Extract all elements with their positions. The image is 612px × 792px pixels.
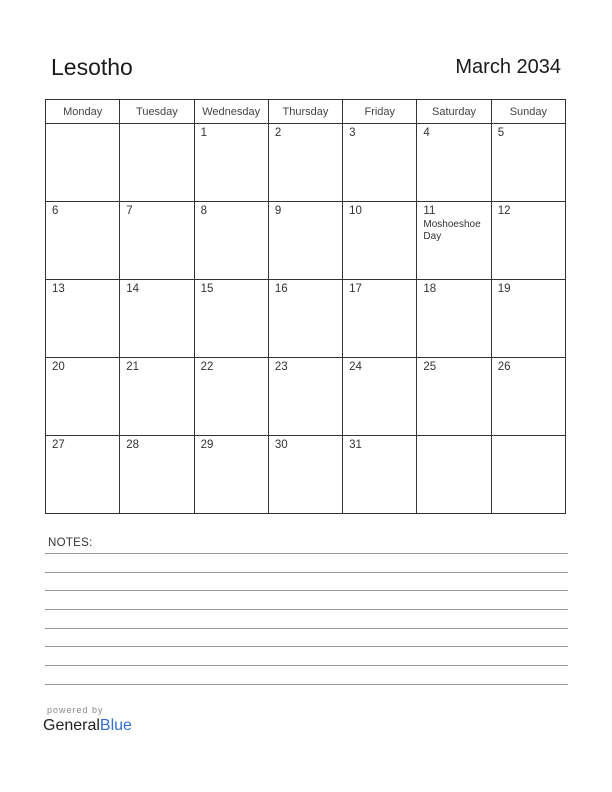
- day-number: 14: [126, 283, 140, 295]
- day-number: 28: [126, 439, 140, 451]
- week-row: [46, 358, 566, 436]
- day-cell: [120, 202, 194, 280]
- note-line: [45, 590, 568, 591]
- day-cell: [120, 358, 194, 436]
- day-cell: [46, 436, 120, 514]
- day-number: 27: [52, 439, 65, 451]
- day-cell: [120, 436, 194, 514]
- day-number: 17: [349, 283, 362, 295]
- holiday-label: Moshoeshoe Day: [423, 219, 481, 242]
- day-number: [120, 124, 193, 127]
- brand-name-part1: General: [43, 717, 100, 734]
- day-cell: [268, 124, 342, 202]
- day-cell: [417, 280, 491, 358]
- day-cell: [417, 436, 491, 514]
- day-cell: [417, 124, 491, 202]
- day-number: 10: [349, 205, 362, 217]
- day-cell: [268, 358, 342, 436]
- day-cell: [268, 280, 342, 358]
- day-number: 24: [349, 361, 362, 373]
- day-cell: [343, 202, 417, 280]
- day-cell: [343, 436, 417, 514]
- day-cell: [491, 358, 565, 436]
- day-number: 4: [423, 127, 430, 139]
- day-number: 25: [423, 361, 437, 373]
- day-number: 3: [349, 127, 356, 139]
- day-cell: [46, 358, 120, 436]
- day-number: 20: [52, 361, 65, 373]
- week-row: [46, 436, 566, 514]
- note-line: [45, 665, 568, 666]
- day-cell: [194, 436, 268, 514]
- weekday-header: Saturday: [417, 100, 491, 124]
- weekday-header: Thursday: [268, 100, 342, 124]
- day-cell: [120, 280, 194, 358]
- day-cell: [120, 124, 194, 202]
- day-number: 5: [497, 127, 505, 139]
- day-number: 21: [126, 361, 140, 373]
- brand-logo[interactable]: [43, 717, 132, 735]
- note-line: [45, 609, 568, 610]
- day-cell: [194, 280, 268, 358]
- day-number: [492, 436, 565, 439]
- notes-label: NOTES:: [48, 537, 93, 549]
- day-cell: [343, 358, 417, 436]
- day-number: 9: [274, 205, 282, 217]
- weekday-header: Sunday: [491, 100, 565, 124]
- day-number: 22: [200, 361, 214, 373]
- day-cell: [46, 202, 120, 280]
- week-row: [46, 202, 566, 280]
- day-cell: [194, 124, 268, 202]
- country-title: Lesotho: [51, 54, 133, 80]
- day-number: 12: [497, 205, 511, 217]
- note-line: [45, 572, 568, 573]
- day-number: 31: [349, 439, 362, 451]
- day-cell: [491, 202, 565, 280]
- day-cell: [343, 124, 417, 202]
- day-cell: [343, 280, 417, 358]
- month-year-title: March 2034: [455, 56, 561, 78]
- weekday-header: Monday: [46, 100, 120, 124]
- note-line: [45, 684, 568, 685]
- day-number: [46, 124, 119, 127]
- day-cell: [491, 124, 565, 202]
- day-number: 30: [274, 439, 288, 451]
- powered-by-text: powered by: [47, 705, 104, 715]
- day-cell: [417, 358, 491, 436]
- day-number: 7: [126, 205, 133, 217]
- weekday-header: Friday: [343, 100, 417, 124]
- day-number: 26: [497, 361, 511, 373]
- day-number: 1: [200, 127, 207, 139]
- day-number: 6: [52, 205, 59, 217]
- week-row: [46, 280, 566, 358]
- day-number: 16: [274, 283, 288, 295]
- weekday-header: Wednesday: [194, 100, 268, 124]
- note-line: [45, 646, 568, 647]
- day-number: 13: [52, 283, 65, 295]
- calendar-grid: [45, 99, 566, 514]
- day-cell: [46, 280, 120, 358]
- note-line: [45, 553, 568, 554]
- day-number: 15: [200, 283, 214, 295]
- note-line: [45, 628, 568, 629]
- day-cell: [194, 202, 268, 280]
- day-cell: [491, 436, 565, 514]
- day-cell: [491, 280, 565, 358]
- day-number: 2: [274, 127, 282, 139]
- holiday-day-cell: [417, 202, 491, 280]
- day-number: 11: [423, 205, 436, 217]
- day-cell: [268, 202, 342, 280]
- day-number: 19: [497, 283, 511, 295]
- day-number: [417, 436, 490, 439]
- day-cell: [46, 124, 120, 202]
- day-number: 23: [274, 361, 288, 373]
- weekday-header-row: [46, 100, 566, 124]
- day-cell: [268, 436, 342, 514]
- week-row: [46, 124, 566, 202]
- day-cell: [194, 358, 268, 436]
- day-number: 29: [200, 439, 214, 451]
- brand-name-part2: Blue: [99, 717, 132, 734]
- day-number: 18: [423, 283, 437, 295]
- weekday-header: Tuesday: [120, 100, 194, 124]
- day-number: 8: [200, 205, 207, 217]
